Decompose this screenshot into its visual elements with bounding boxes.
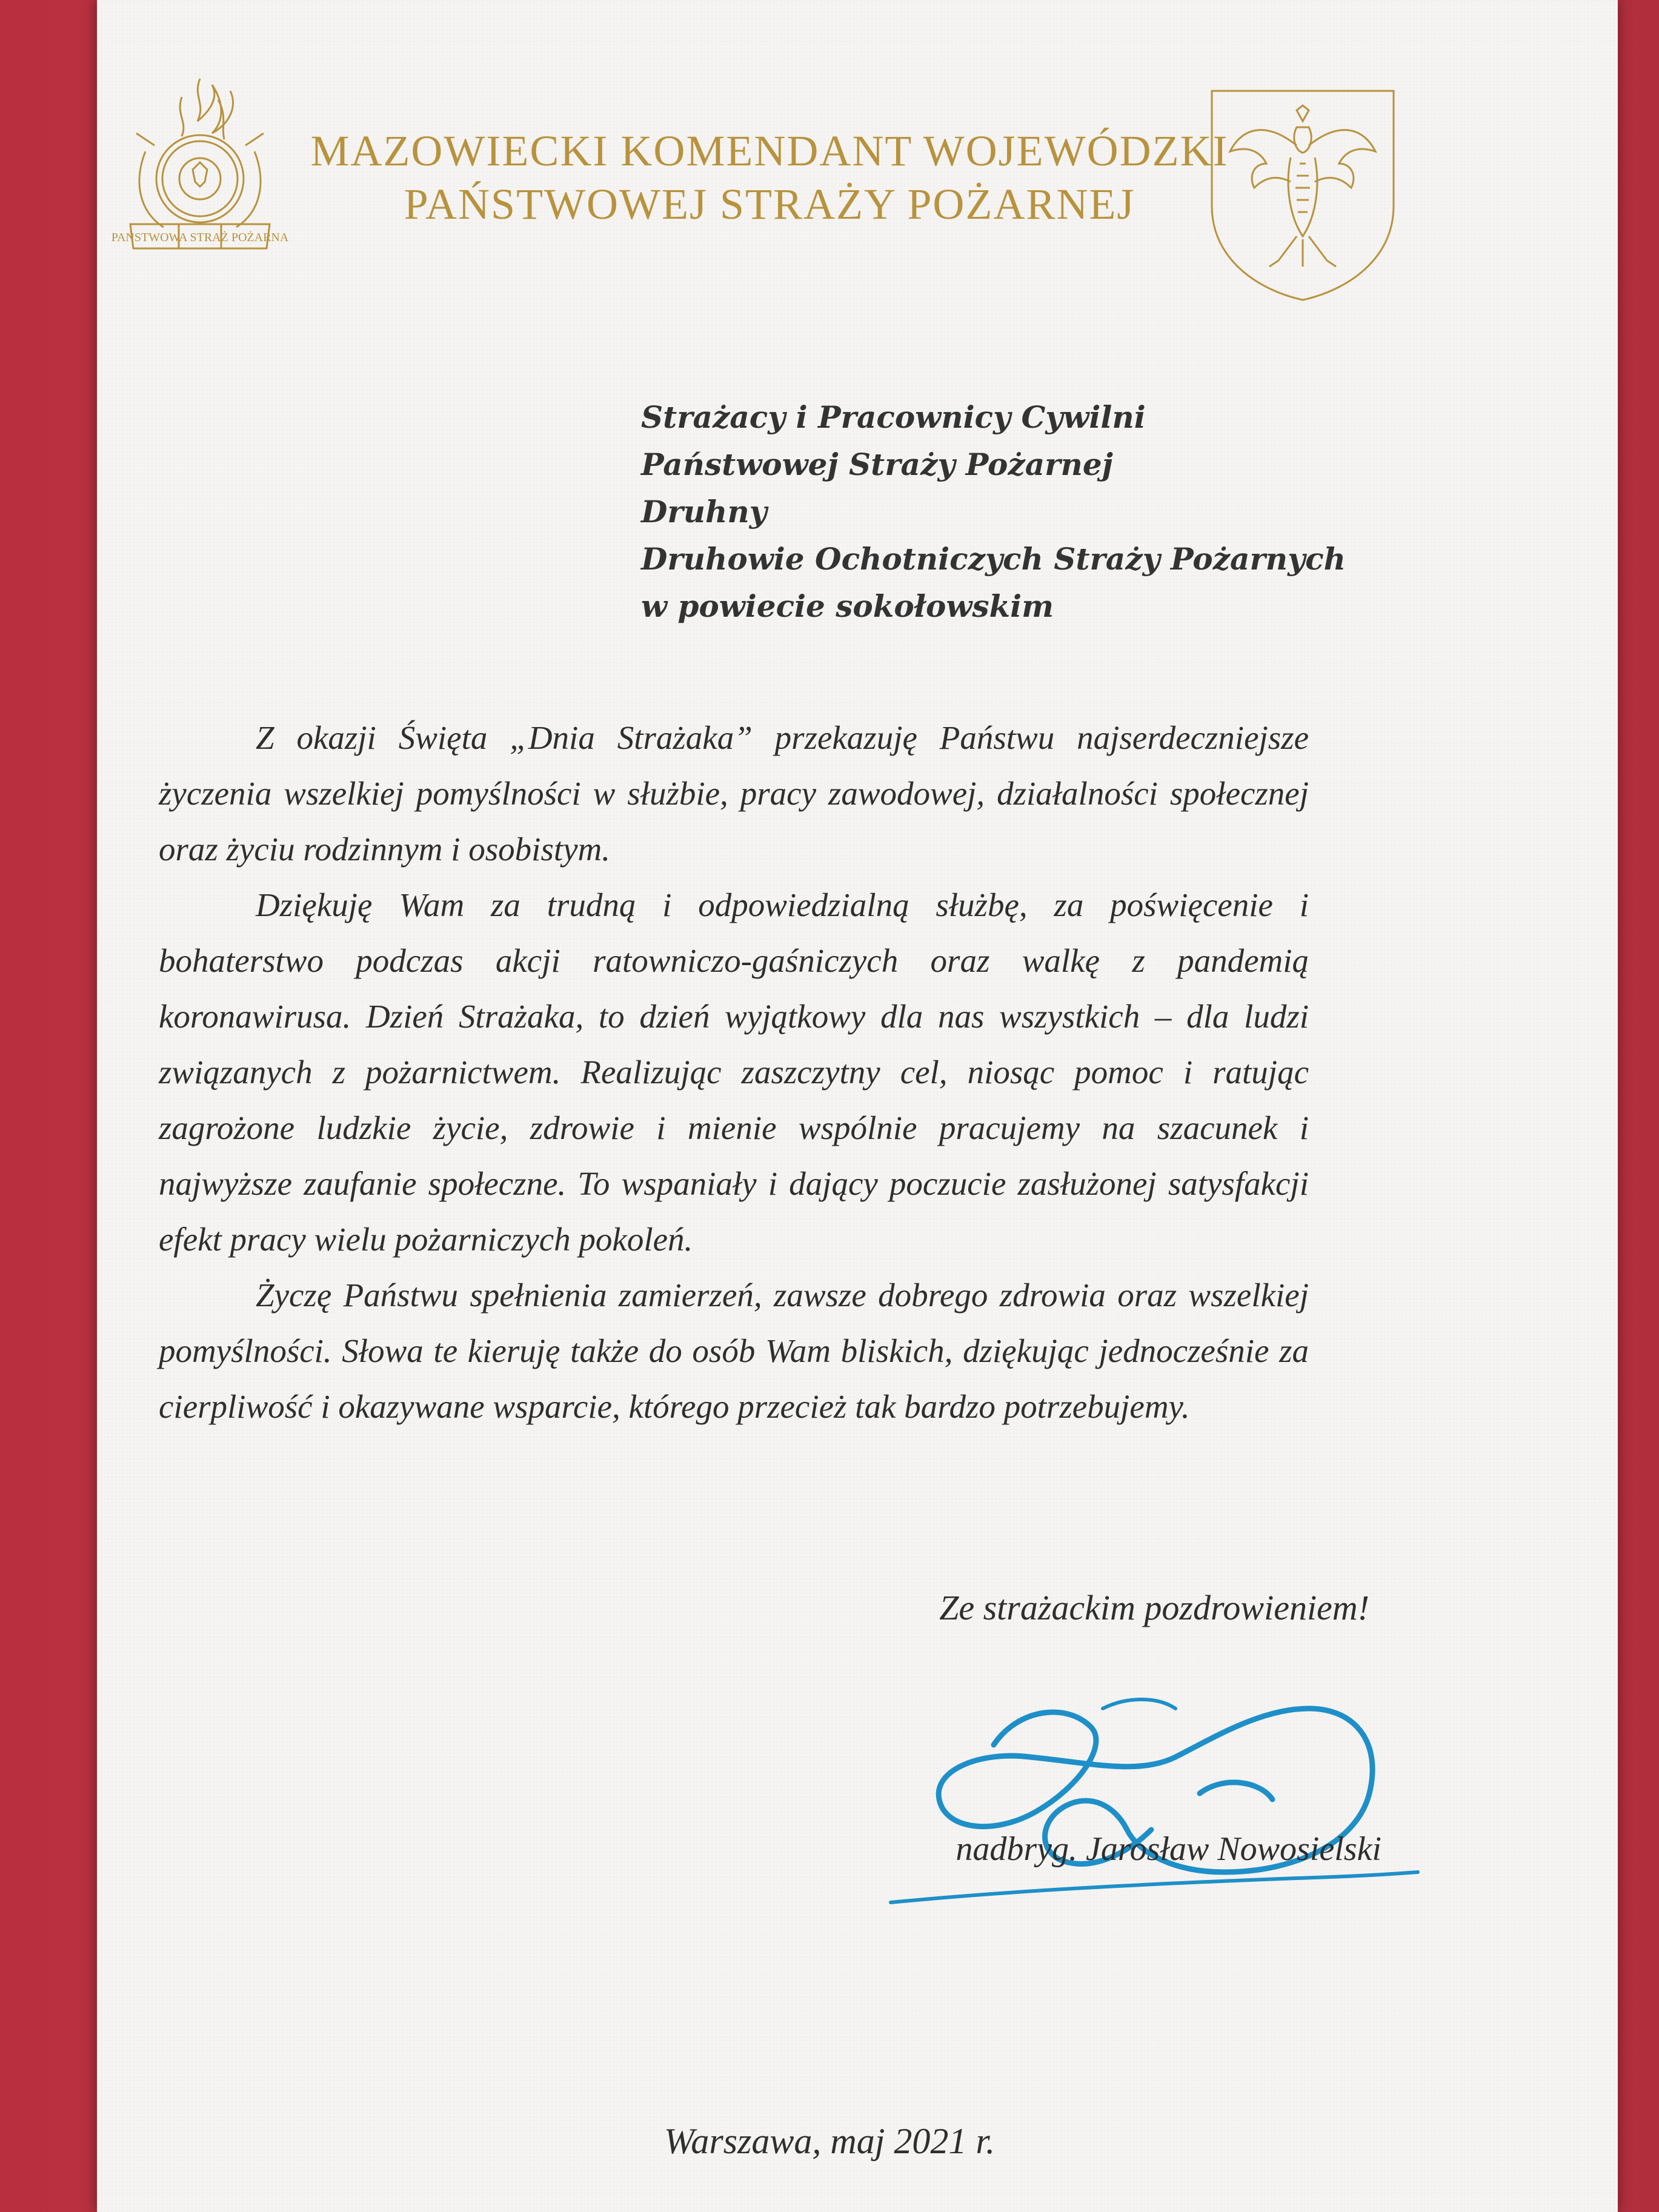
paragraph: Życzę Państwu spełnienia zamierzeń, zawsze dobrego zdrowia oraz wszelkiej pomyślności. Słowa te kieruję także do osób Wam bliskich, dziękując jednocześnie za cierpliwość i okazywane wsparcie, którego przecież tak bardzo potrzebujemy. <box>159 1277 1309 1425</box>
addressee-block <box>641 394 1441 630</box>
addressee-line: Strażacy i Pracownicy Cywilni <box>641 399 1146 435</box>
letter-body <box>159 710 1309 1435</box>
addressee-line: Druhowie Ochotniczych Straży Pożarnych <box>641 541 1346 577</box>
paragraph: Z okazji Święta „Dnia Strażaka” przekazuję Państwu najserdeczniejsze życzenia wszelkiej pomyślności w służbie, pracy zawodowej, działalności społecznej oraz życiu rodzinnym i osobistym. <box>159 719 1309 868</box>
signer-name: nadbryg. Jarosław Nowosielski <box>956 1830 1381 1868</box>
handwritten-signature <box>836 1672 1442 1915</box>
letterhead-line-2: PAŃSTWOWEJ STRAŻY POŻARNEJ <box>404 180 1135 228</box>
paragraph: Dziękuję Wam za trudną i odpowiedzialną służbę, za poświęcenie i bohaterstwo podczas akcji ratowniczo-gaśniczych oraz walkę z pandemią koronawirusa. Dzień Strażaka, to dzień wyjątkowy dla nas wszystkich – dla ludzi związanych z pożarnictwem. Realizując zaszczytny cel, niosąc pomoc i ratując zagrożone ludzkie życie, zdrowie i mienie wspólnie pracujemy na szacunek i najwyższe zaufanie społeczne. To wspaniały i dający poczucie zasłużonej satysfakcji efekt pracy wielu pożarniczych pokoleń. <box>159 886 1309 1258</box>
polish-eagle-coat-of-arms-icon <box>1206 85 1400 303</box>
addressee-line: w powiecie sokołowskim <box>641 588 1054 624</box>
letterhead <box>242 124 1297 231</box>
addressee-line: Państwowej Straży Pożarnej <box>641 447 1113 482</box>
letterhead-line-1: MAZOWIECKI KOMENDANT WOJEWÓDZKI <box>310 127 1229 175</box>
emblem-text: PAŃSTWOWA STRAŻ POŻARNA <box>111 231 289 244</box>
place-and-date: Warszawa, maj 2021 r. <box>663 2121 996 2161</box>
closing-greeting: Ze strażackim pozdrowieniem! <box>939 1588 1369 1627</box>
addressee-line: Druhny <box>641 494 767 530</box>
